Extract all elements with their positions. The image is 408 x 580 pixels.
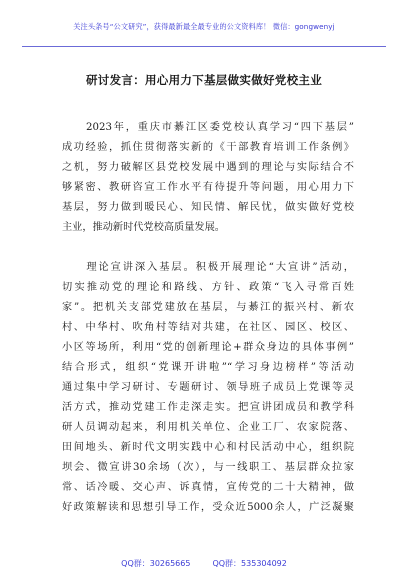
body-line: 理论宣讲深入基层。积极开展理论“大宣讲”活动， [62, 262, 354, 273]
body-line: 田间地头、新时代文明实践中心和村民活动中心，组织院 [62, 442, 354, 453]
body-line: 坝会、微宣讲30余场（次），与一线职工、基层群众拉家 [62, 462, 354, 473]
body-line: 成功经验，抓住贯彻落实新的《干部教育培训工作条例》 [62, 142, 354, 153]
footer-qq-group-1: QQ群：30265665 [121, 559, 191, 568]
body-line: 好政策解读和思想引导工作，受众近5000余人，广泛凝聚 [62, 502, 354, 513]
document-title: 研讨发言：用心用力下基层做实做好党校主业 [86, 73, 322, 87]
body-line: 基层，努力做到暖民心、知民情、解民忧，做实做好党校 [62, 202, 354, 213]
footer-contact [0, 558, 408, 569]
body-line: 研人员调动起来，利用机关单位、企业工厂、农家院落、 [62, 422, 354, 433]
body-line: 主业，推动新时代党校高质量发展。 [62, 222, 225, 233]
body-line: 小区等场所，利用“党的创新理论+群众身边的具体事例” [62, 342, 354, 353]
footer-qq-group-2: QQ群：535304092 [212, 559, 287, 568]
body-line: 活方式，推动党建工作走深走实。把宣讲团成员和教学科 [62, 402, 354, 413]
body-line: 通过集中学习研讨、专题研讨、领导班子成员上党课等灵 [62, 382, 354, 393]
document-body [62, 118, 354, 518]
header-banner: 关注头条号“公文研究”，获得最新最全最专业的公文资料库！ 微信：gongwenyj [73, 22, 335, 31]
body-line: 够紧密、教研咨宣工作水平有待提升等问题，用心用力下 [62, 182, 354, 193]
body-line: 之机，努力破解区县党校发展中遇到的理论与实际结合不 [62, 162, 354, 173]
body-line: 常、话冷暖、交心声、诉真情，宣传党的二十大精神，做 [62, 482, 354, 493]
body-line: 切实推动党的理论和路线、方针、政策“飞入寻常百姓 [62, 282, 354, 293]
body-line: 家”。把机关支部党建放在基层，与綦江的振兴村、新农 [62, 302, 354, 313]
header-divider [22, 46, 386, 47]
body-line: 村、中华村、吹角村等结对共建，在社区、园区、校区、 [62, 322, 354, 333]
body-line: 2023年，重庆市綦江区委党校认真学习“四下基层” [62, 122, 354, 133]
body-line: 结合形式，组织“党课开讲啦”“学习身边榜样”等活动 [62, 362, 354, 373]
